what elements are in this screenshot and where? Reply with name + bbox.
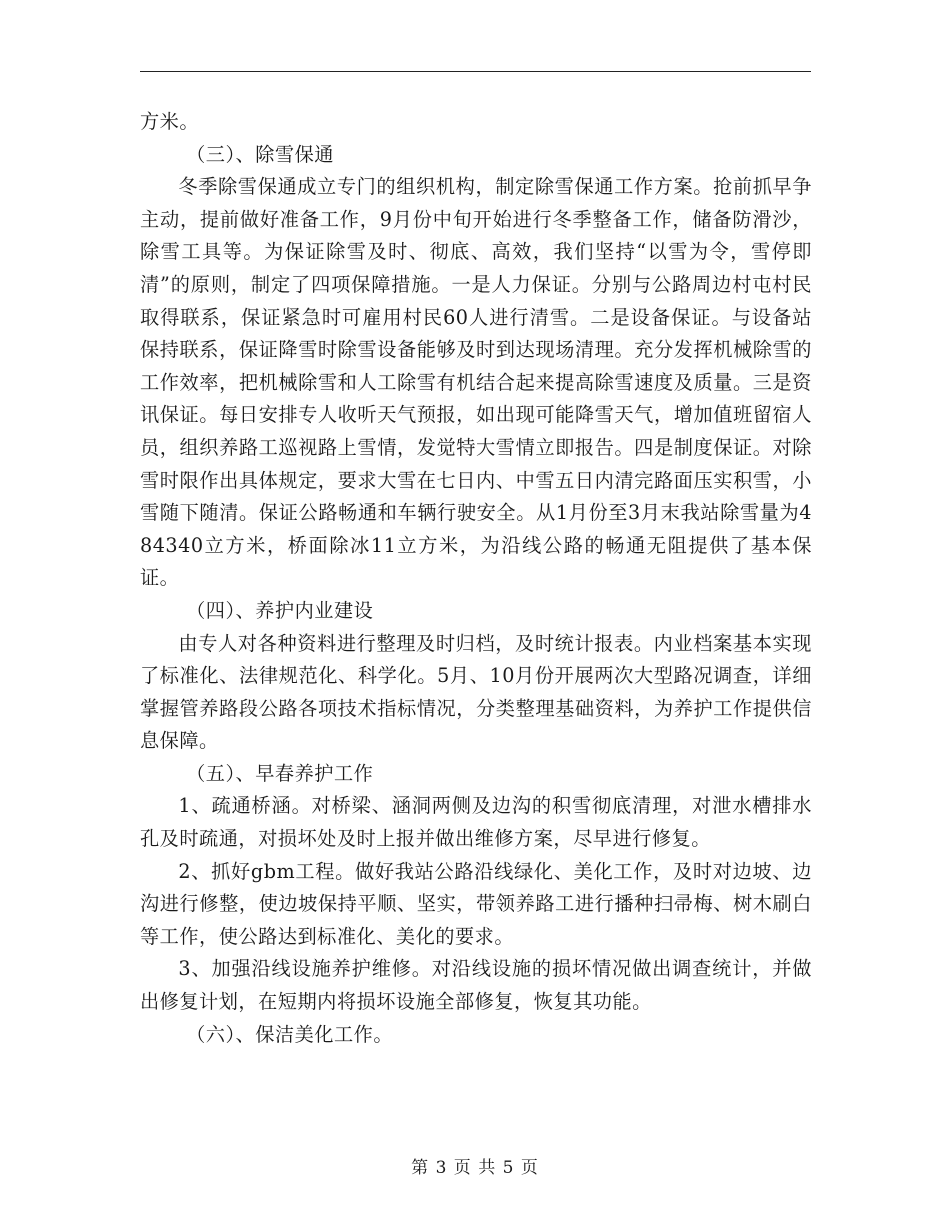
paragraph-internal-records: 由专人对各种资料进行整理及时归档，及时统计报表。内业档案基本实现了标准化、法律规范化、科学化。5月、10月份开展两次大型路况调查，详细掌握管养路段公路各项技术指标情况，分类整理基础资料，为养护工作提供信息保障。 [140, 631, 812, 753]
section-heading-5: （五）、早春养护工作 [186, 761, 374, 785]
paragraph-bridge-culvert: 1、疏通桥涵。对桥梁、涵洞两侧及边沟的积雪彻底清理，对泄水槽排水孔及时疏通，对损坏处及时上报并做出维修方案，尽早进行修复。 [140, 794, 812, 851]
page-number-footer: 第 3 页 共 5 页 [411, 1158, 539, 1178]
paragraph-snow-clearing: 冬季除雪保通成立专门的组织机构，制定除雪保通工作方案。抢前抓早争主动，提前做好准备工作，9月份中旬开始进行冬季整备工作，储备防滑沙，除雪工具等。为保证除雪及时、彻底、高效，我们坚持“以雪为令，雪停即清”的原则，制定了四项保障措施。一是人力保证。分别与公路周边村屯村民取得联系，保证紧急时可雇用村民60人进行清雪。二是设备保证。与设备站保持联系，保证降雪时除雪设备能够及时到达现场清理。充分发挥机械除雪的工作效率，把机械除雪和人工除雪有机结合起来提高除雪速度及质量。三是资讯保证。每日安排专人收听天气预报，如出现可能降雪天气，增加值班留宿人员，组织养路工巡视路上雪情，发觉特大雪情立即报告。四是制度保证。对除雪时限作出具体规定，要求大雪在七日内、中雪五日内清完路面压实积雪，小雪随下随清。保证公路畅通和车辆行驶安全。从1月份至3月末我站除雪量为484340立方米，桥面除冰11立方米，为沿线公路的畅通无阻提供了基本保证。 [140, 175, 812, 590]
section-heading-4: （四）、养护内业建设 [186, 598, 374, 622]
document-body [140, 106, 812, 1051]
paragraph-continuation: 方米。 [140, 110, 200, 133]
paragraph-gbm-project: 2、抓好gbm工程。做好我站公路沿线绿化、美化工作，及时对边坡、边沟进行修整，使边坡保持平顺、坚实，带领养路工进行播种扫帚梅、树木刷白等工作，使公路达到标准化、美化的要求。 [140, 859, 812, 948]
header-rule [140, 71, 811, 72]
section-heading-6: （六）、保洁美化工作。 [186, 1022, 394, 1046]
paragraph-facility-maintenance: 3、加强沿线设施养护维修。对沿线设施的损坏情况做出调查统计，并做出修复计划，在短期内将损坏设施全部修复，恢复其功能。 [140, 957, 812, 1014]
section-heading-3: （三）、除雪保通 [186, 142, 334, 166]
